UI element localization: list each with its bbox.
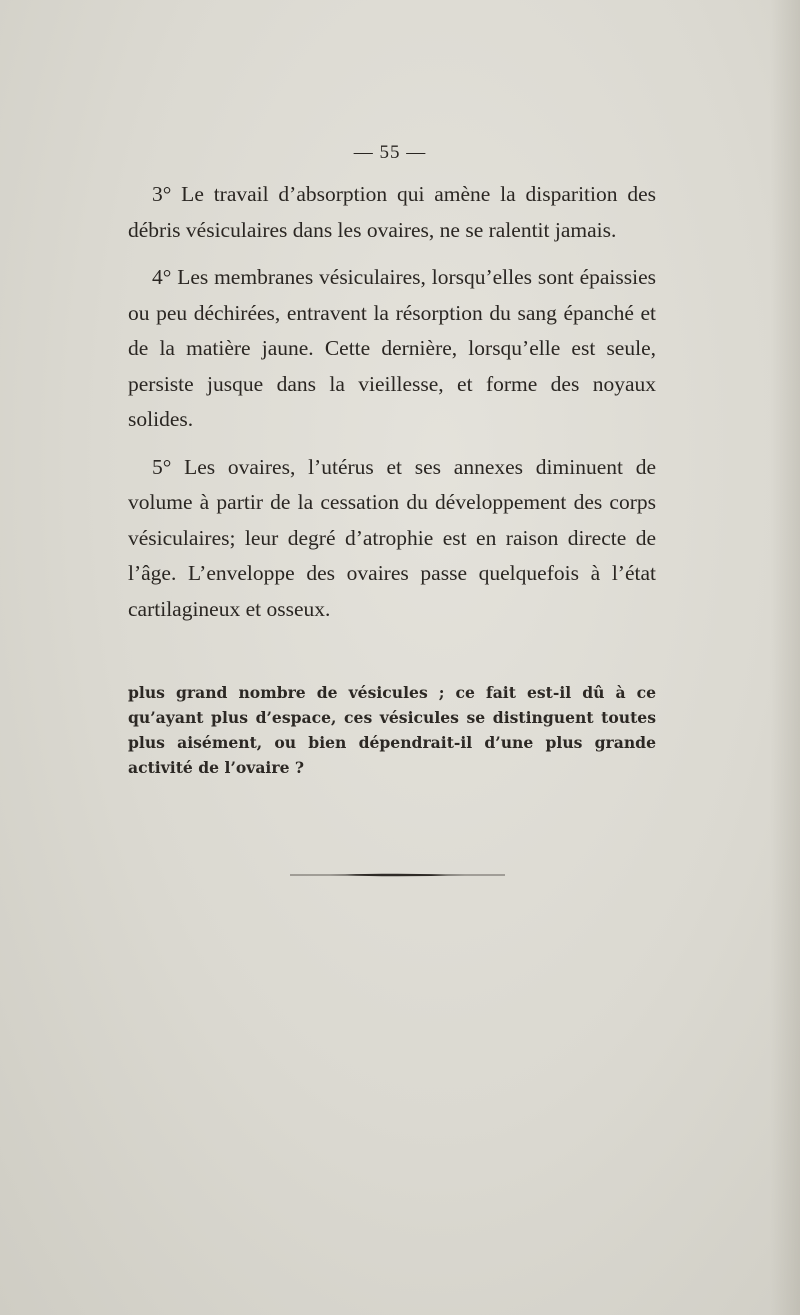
paragraph-4: 4° Les membranes vésiculaires, lorsqu’elles sont épaissies ou peu déchirées, entravent la résorption du sang épanché et de la matière jaune. Cette dernière, lorsqu’elle est seule, persiste jusque dans la vieillesse, et forme des noyaux solides. — [128, 265, 656, 431]
page-number: — 55 — — [353, 142, 427, 163]
footnote — [128, 680, 656, 780]
paragraph-5: 5° Les ovaires, l’utérus et ses annexes diminuent de volume à partir de la cessation du développement des corps vésiculaires; leur degré d’atrophie est en raison directe de l’âge. L’enveloppe des ovaires passe quelquefois à l’état cartilagineux et osseux. — [128, 454, 656, 621]
end-rule-divider — [290, 872, 505, 878]
main-text — [128, 177, 656, 639]
paragraph-3: 3° Le travail d’absorption qui amène la disparition des débris vésiculaires dans les ovaires, ne se ralentit jamais. — [128, 182, 656, 242]
footnote-text: plus grand nombre de vésicules ; ce fait est-il dû à ce qu’ayant plus d’espace, ces vésicules se distinguent toutes plus aisément, ou bien dépendrait-il d’une plus grande activité de l’ovaire ? — [128, 683, 656, 777]
page-edge-shadow — [770, 0, 800, 1315]
